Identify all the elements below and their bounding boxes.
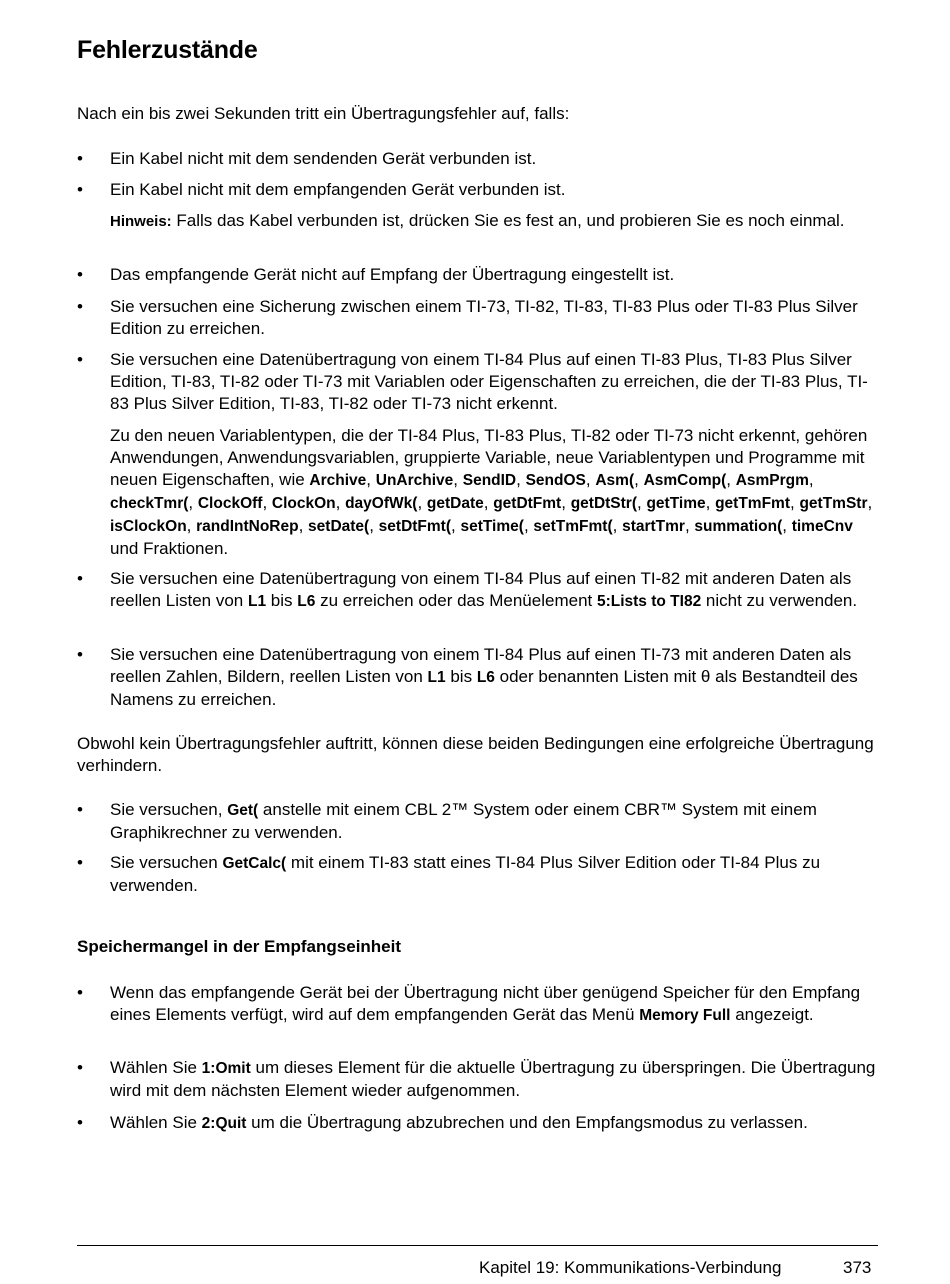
bullet-marker: • — [77, 983, 83, 1002]
bullet-marker: • — [77, 1058, 83, 1077]
command-keyword: setTime( — [460, 518, 524, 535]
list-item — [77, 852, 877, 897]
command-keyword: ClockOff — [197, 495, 263, 512]
intro-paragraph: Nach ein bis zwei Sekunden tritt ein Übertragungsfehler auf, falls: — [77, 104, 570, 123]
list-item — [77, 644, 877, 711]
list-item — [77, 1112, 877, 1135]
bullet-marker: • — [77, 297, 83, 316]
list-name-l1: L1 — [427, 669, 446, 686]
command-keyword: setDate( — [308, 518, 370, 535]
list-item — [77, 296, 877, 340]
command-keyword: checkTmr( — [110, 495, 189, 512]
bullet-marker: • — [77, 1113, 83, 1132]
command-keyword: getTmFmt — [715, 495, 790, 512]
command-getcalc: GetCalc( — [222, 855, 287, 872]
list-name-l1: L1 — [247, 593, 267, 610]
section-heading: Speichermangel in der Empfangseinheit — [77, 937, 402, 956]
variable-types-paragraph — [110, 425, 877, 560]
command-keyword: AsmComp( — [643, 472, 727, 489]
page-number: 373 — [843, 1258, 872, 1277]
menu-item-lists-to-ti82: 5:Lists to TI82 — [596, 593, 702, 610]
bullet-marker: • — [77, 350, 83, 369]
list-item-text: Sie versuchen, Get( anstelle mit einem CBL 2™ System oder einem CBR™ System mit einem Graphikrechner zu verwenden. — [110, 800, 817, 842]
command-keyword: UnArchive — [375, 472, 454, 489]
command-keyword: setTmFmt( — [533, 518, 613, 535]
command-keyword: dayOfWk( — [345, 495, 418, 512]
command-keyword: startTmr — [622, 518, 685, 535]
list-item — [77, 349, 877, 415]
command-keyword: getDtFmt — [493, 495, 562, 512]
list-item-text: Sie versuchen eine Datenübertragung von einem TI-84 Plus auf einen TI-73 mit anderen Daten als reellen Zahlen, Bildern, reellen Listen von L1 bis L6 oder benannten Listen mit θ als Bestandteil des Namens zu erreichen. — [110, 645, 858, 709]
list-item-text: Ein Kabel nicht mit dem empfangenden Gerät verbunden ist. — [110, 180, 566, 199]
command-keyword: randIntNoRep — [196, 518, 299, 535]
list-item-text: Ein Kabel nicht mit dem sendenden Gerät verbunden ist. — [110, 149, 537, 168]
bullet-marker: • — [77, 569, 83, 588]
paragraph-text: und Fraktionen. — [110, 539, 229, 558]
list-item-text: Sie versuchen eine Sicherung zwischen einem TI-73, TI-82, TI-83, TI-83 Plus oder TI-83 Plus Silver Edition zu erreichen. — [110, 297, 858, 338]
list-item — [77, 264, 877, 286]
list-name-l6: L6 — [476, 669, 495, 686]
command-keyword: AsmPrgm — [735, 472, 809, 489]
conditions-paragraph: Obwohl kein Übertragungsfehler auftritt, können diese beiden Bedingungen eine erfolgreiche Übertragung verhindern. — [77, 734, 874, 775]
command-list: Archive, UnArchive, SendID, SendOS, Asm(, AsmComp(, AsmPrgm, checkTmr(, ClockOff, ClockOn, dayOfWk(, getDate, getDtFmt, getDtStr(, getTime, getTmFmt, getTmStr, isClockOn, randIntNoRep, setDate(, setDtFmt(, setTime(, setTmFmt(, startTmr, summation(, timeCnv — [110, 470, 873, 535]
option-quit: 2:Quit — [201, 1115, 247, 1132]
bullet-marker: • — [77, 265, 83, 284]
list-item-text: Das empfangende Gerät nicht auf Empfang der Übertragung eingestellt ist. — [110, 265, 675, 284]
note-paragraph — [110, 210, 877, 233]
command-keyword: setDtFmt( — [378, 518, 452, 535]
list-item — [77, 982, 877, 1027]
list-item-text: Wenn das empfangende Gerät bei der Übertragung nicht über genügend Speicher für den Empfang eines Elements verfügt, wird auf dem empfangenden Gerät das Menü Memory Full angezeigt. — [110, 983, 861, 1024]
note-label: Hinweis: — [110, 213, 172, 230]
bullet-marker: • — [77, 853, 83, 872]
list-item — [77, 568, 877, 613]
list-item — [77, 799, 877, 844]
page-title: Fehlerzustände — [77, 36, 258, 64]
footer-rule — [77, 1245, 878, 1246]
bullet-marker: • — [77, 149, 83, 168]
list-name-l6: L6 — [297, 593, 316, 610]
command-keyword: summation( — [694, 518, 783, 535]
list-item-text: Wählen Sie 1:Omit um dieses Element für die aktuelle Übertragung zu überspringen. Die Übertragung wird mit dem nächsten Element wieder aufgenommen. — [110, 1058, 876, 1100]
footer-chapter-title: Kapitel 19: Kommunikations-Verbindung — [479, 1258, 782, 1277]
bullet-marker: • — [77, 180, 83, 199]
list-item-text: Sie versuchen eine Datenübertragung von einem TI-84 Plus auf einen TI-82 mit anderen Daten als reellen Listen von L1 bis L6 zu erreichen oder das Menüelement 5:Lists to TI82 nicht zu verwenden. — [110, 569, 858, 610]
command-keyword: ClockOn — [271, 495, 336, 512]
list-item — [77, 148, 877, 170]
command-keyword: timeCnv — [791, 518, 853, 535]
command-keyword: Archive — [309, 472, 367, 489]
list-item-text: Sie versuchen GetCalc( mit einem TI-83 statt eines TI-84 Plus Silver Edition oder TI-84 Plus zu verwenden. — [110, 853, 821, 895]
paragraph-text: Zu den neuen Variablentypen, die der TI-84 Plus, TI-83 Plus, TI-82 oder TI-73 nicht erkennt, gehören Anwendungen, Anwendungsvariablen, gruppierte Variable, neue Variablentypen und Programme mit neuen Eigenschaften, wie — [110, 426, 868, 489]
command-keyword: Asm( — [595, 472, 635, 489]
command-keyword: getTime — [646, 495, 706, 512]
list-item — [77, 179, 877, 201]
command-keyword: SendOS — [525, 472, 586, 489]
command-keyword: getTmStr — [799, 495, 868, 512]
command-keyword: getDtStr( — [570, 495, 637, 512]
list-item-text: Wählen Sie 2:Quit um die Übertragung abzubrechen und den Empfangsmodus zu verlassen. — [110, 1113, 808, 1132]
bullet-marker: • — [77, 645, 83, 664]
list-item-text: Sie versuchen eine Datenübertragung von einem TI-84 Plus auf einen TI-83 Plus, TI-83 Plus Silver Edition, TI-83, TI-82 oder TI-73 mit Variablen oder Eigenschaften zu erreichen, die der TI-83 Plus, TI-83 Plus Silver Edition, TI-83, TI-82 oder TI-73 nicht erkennt. — [110, 350, 868, 413]
command-get: Get( — [227, 802, 259, 819]
list-item — [77, 1057, 877, 1102]
command-keyword: getDate — [426, 495, 484, 512]
bullet-marker: • — [77, 800, 83, 819]
note-text: Falls das Kabel verbunden ist, drücken Sie es fest an, und probieren Sie es noch einmal. — [171, 211, 845, 230]
command-keyword: isClockOn — [110, 518, 187, 535]
option-omit: 1:Omit — [201, 1060, 251, 1077]
menu-memory-full: Memory Full — [639, 1007, 731, 1024]
command-keyword: SendID — [462, 472, 517, 489]
